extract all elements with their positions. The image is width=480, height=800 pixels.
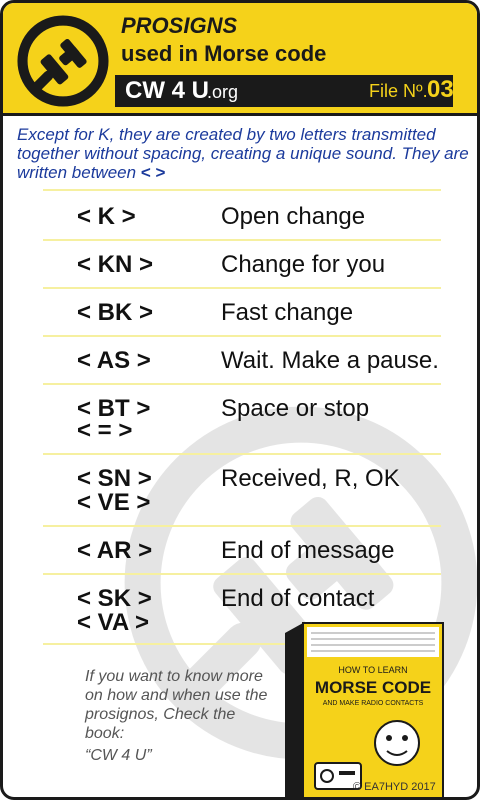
prosign-meaning: Wait. Make a pause. <box>221 347 439 374</box>
book-title-text: MORSE CODE <box>314 678 432 697</box>
divider <box>43 239 441 241</box>
file-label: File Nº. <box>369 81 428 101</box>
prosign-code: < KN > <box>77 251 154 278</box>
book-name: “CW 4 U” <box>85 747 152 764</box>
intro-brackets: < > <box>140 163 166 182</box>
title-line-2: used in Morse code <box>121 41 327 66</box>
prosign-meaning: Received, R, OK <box>221 465 400 492</box>
title-line-1: PROSIGNS <box>121 13 238 38</box>
copyright: © EA7HYD 2017 <box>353 781 436 793</box>
prosign-meaning: End of message <box>221 537 395 564</box>
site-name: CW 4 U <box>125 77 209 104</box>
prosign-code: < SN > <box>77 465 152 492</box>
prosign-code: < SK > <box>77 585 152 612</box>
prosign-code: < BT > <box>77 395 151 422</box>
divider <box>43 525 441 527</box>
cw4u-logo-icon <box>17 15 109 107</box>
divider <box>43 287 441 289</box>
book-subtitle-text: AND MAKE RADIO CONTACTS <box>322 700 424 707</box>
divider <box>43 453 441 455</box>
divider <box>43 573 441 575</box>
prosign-meaning: Fast change <box>221 299 354 326</box>
divider <box>43 189 441 191</box>
site-suffix: .org <box>207 82 239 102</box>
prosign-meaning: Space or stop <box>221 395 370 422</box>
book-note: If you want to know more on how and when use the prosignos, Check the book: <box>85 668 268 742</box>
divider <box>43 383 441 385</box>
prosign-meaning: End of contact <box>221 585 375 612</box>
prosign-code: < AS > <box>77 347 151 374</box>
intro-text <box>17 125 473 182</box>
prosign-code: < AR > <box>77 537 153 564</box>
prosign-meaning: Change for you <box>221 251 386 278</box>
header <box>3 3 477 116</box>
file-number: 03 <box>427 76 454 103</box>
prosign-meaning: Open change <box>221 203 366 230</box>
prosign-code: < K > <box>77 203 136 230</box>
site-bar <box>115 75 453 107</box>
book-top-text: HOW TO LEARN <box>338 665 408 675</box>
book-cover-image[interactable] <box>285 603 445 799</box>
prosign-code-alt: < = > <box>77 417 133 444</box>
prosign-code-alt: < VE > <box>77 489 151 516</box>
divider <box>43 335 441 337</box>
prosign-code: < BK > <box>77 299 154 326</box>
prosign-code-alt: < VA > <box>77 609 150 636</box>
intro-body: Except for K, they are created by two letters transmitted together without spacing, creating a unique sound. They are written between <box>17 125 469 182</box>
